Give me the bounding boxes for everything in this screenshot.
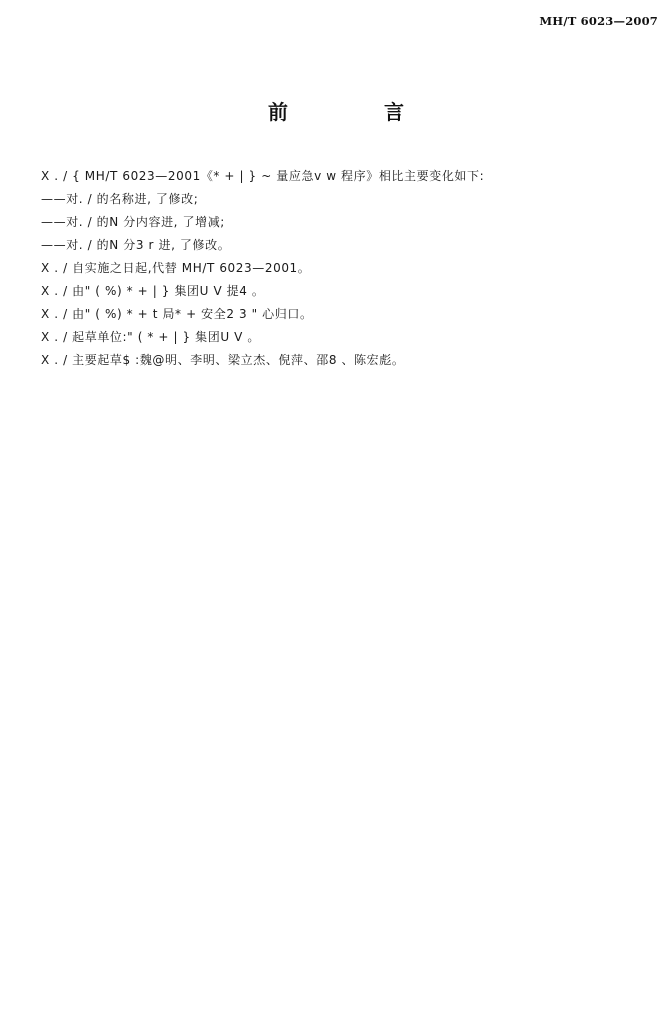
paragraph-drafting-unit: X . / 起草单位:" ( * + | } 集团U V 。 [41,330,261,344]
paragraph-comparison: X . / { MH/T 6023—2001《* + | } ~ 量应急v w 程序》相比主要变化如下: [41,169,485,183]
change-item-wording: ——对. / 的N 分3 r 进, 了修改。 [41,238,231,252]
foreword-body [41,165,652,372]
paragraph-drafters: X . / 主要起草$ :魏@明、李明、梁立杰、倪萍、邵8 、陈宏彪。 [41,353,405,367]
standard-code: MH/T 6023—2007 [539,14,658,28]
change-item-content: ——对. / 的N 分内容进, 了增减; [41,215,225,229]
paragraph-proposed-by: X . / 由" ( %) * + | } 集团U V 提4 。 [41,284,265,298]
change-item-name: ——对. / 的名称进, 了修改; [41,192,199,206]
page-title: 前 言 [268,100,442,124]
paragraph-administered-by: X . / 由" ( %) * + t 局* + 安全2 3 " 心归口。 [41,307,313,321]
paragraph-supersedes: X . / 自实施之日起,代替 MH/T 6023—2001。 [41,261,311,275]
